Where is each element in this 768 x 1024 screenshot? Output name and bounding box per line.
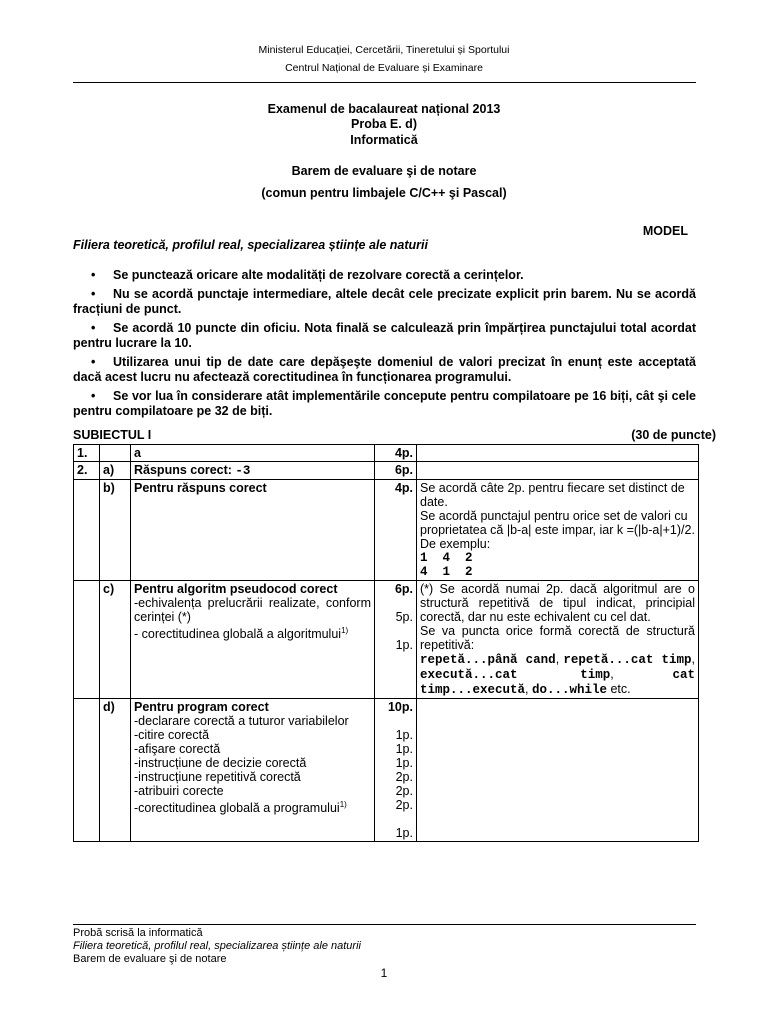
exam-subject: Informatică (350, 133, 418, 147)
footer-line-1: Probă scrisă la informatică (73, 927, 203, 939)
notes-cell: Se acordă câte 2p. pentru fiecare set distinct de date. Se acordă punctajul pentru orice set de valori cu proprietatea că |b-a| este impar, iar k =(|b-a|+1)/2. De exemplu: 1 4 2 4 1 2 (417, 480, 699, 581)
points-cell: 6p. (375, 462, 417, 480)
page-number: 1 (380, 966, 388, 980)
row-letter: d) (100, 699, 131, 842)
rules-list (73, 268, 696, 423)
table-row (74, 699, 699, 842)
row-number: 1. (74, 445, 100, 462)
rule-item: • Se acordă 10 puncte din oficiu. Nota finală se calculează prin împărțirea punctajului total acordat pentru lucrare la 10. (73, 320, 696, 350)
answer-cell: Răspuns corect: -3 (131, 462, 375, 480)
answer-cell: Pentru algoritm pseudocod corect -echivalența prelucrării realizate, conform cerinței (*) - corectitudinea globală a algoritmului$^{1)}$ (131, 581, 375, 699)
subject-heading (73, 428, 718, 442)
rule-item: • Se vor lua în considerare atât implementările concepute pentru compilatoare pe 16 biți, cât şi cele pentru compilatoare pe 32 de biți. (73, 388, 696, 418)
points-cell: 4p. (375, 445, 417, 462)
footer-line-2: Filiera teoretică, profilul real, specializarea științe ale naturii (73, 940, 361, 952)
table-row (74, 462, 699, 480)
row-letter: b) (100, 480, 131, 581)
exam-proba: Proba E. d) (351, 117, 417, 131)
rule-item: • Se punctează oricare alte modalități de rezolvare corectă a cerințelor. (91, 268, 524, 282)
barem-common: (comun pentru limbajele C/C++ şi Pascal) (261, 186, 507, 200)
notes-cell: (*) Se acordă numai 2p. dacă algoritmul are o structură repetitivă de tipul indicat, principial corectă, dar nu este echivalent cu cel dat. Se va puncta orice formă corectă de structură repetitivă: repetă...până cand, repetă...cat timp, execută...cat timp, cat timp...execută, do...while etc. (417, 581, 699, 699)
row-number: 2. (74, 462, 100, 480)
table-row (74, 480, 699, 581)
barem-table (73, 444, 699, 842)
subject-name: SUBIECTUL I (73, 428, 152, 442)
row-letter: a) (100, 462, 131, 480)
footer-line-3: Barem de evaluare şi de notare (73, 953, 227, 965)
filiera-label: Filiera teoretică, profilul real, specializarea științe ale naturii (73, 238, 428, 252)
answer-cell: Pentru răspuns corect (131, 480, 375, 581)
exam-title: Examenul de bacalaureat național 2013 (267, 102, 501, 116)
ministry-header: Ministerul Educației, Cercetării, Tineretului și Sportului (258, 44, 510, 56)
barem-title: Barem de evaluare şi de notare (291, 164, 477, 178)
header-divider (73, 82, 696, 83)
points-cell: 10p. 1p. 1p. 1p. 2p. 2p. 2p. 1p. (375, 699, 417, 842)
table-row (74, 581, 699, 699)
center-header: Centrul Național de Evaluare și Examinare (285, 62, 483, 74)
answer-cell: Pentru program corect -declarare corectă a tuturor variabilelor -citire corectă -afişare corectă -instrucțiune de decizie corectă -instrucțiune repetitivă corectă -atribuiri corecte -corectitudinea globală a programului$^{1)}$ (131, 699, 375, 842)
rule-item: • Utilizarea unui tip de date care depăşeşte domeniul de valori precizat în enunț este acceptată dacă acest lucru nu afectează corectitudinea în funcționarea programului. (73, 354, 696, 384)
rule-item: • Nu se acordă punctaje intermediare, altele decât cele precizate explicit prin barem. Nu se acordă fracțiuni de punct. (73, 286, 696, 316)
points-cell: 6p. 5p. 1p. (375, 581, 417, 699)
subject-points: (30 de puncte) (631, 428, 716, 442)
points-cell: 4p. (375, 480, 417, 581)
row-letter: c) (100, 581, 131, 699)
footer-divider (73, 924, 696, 925)
answer-cell: a (131, 445, 375, 462)
model-label: MODEL (642, 224, 688, 238)
table-row (74, 445, 699, 462)
